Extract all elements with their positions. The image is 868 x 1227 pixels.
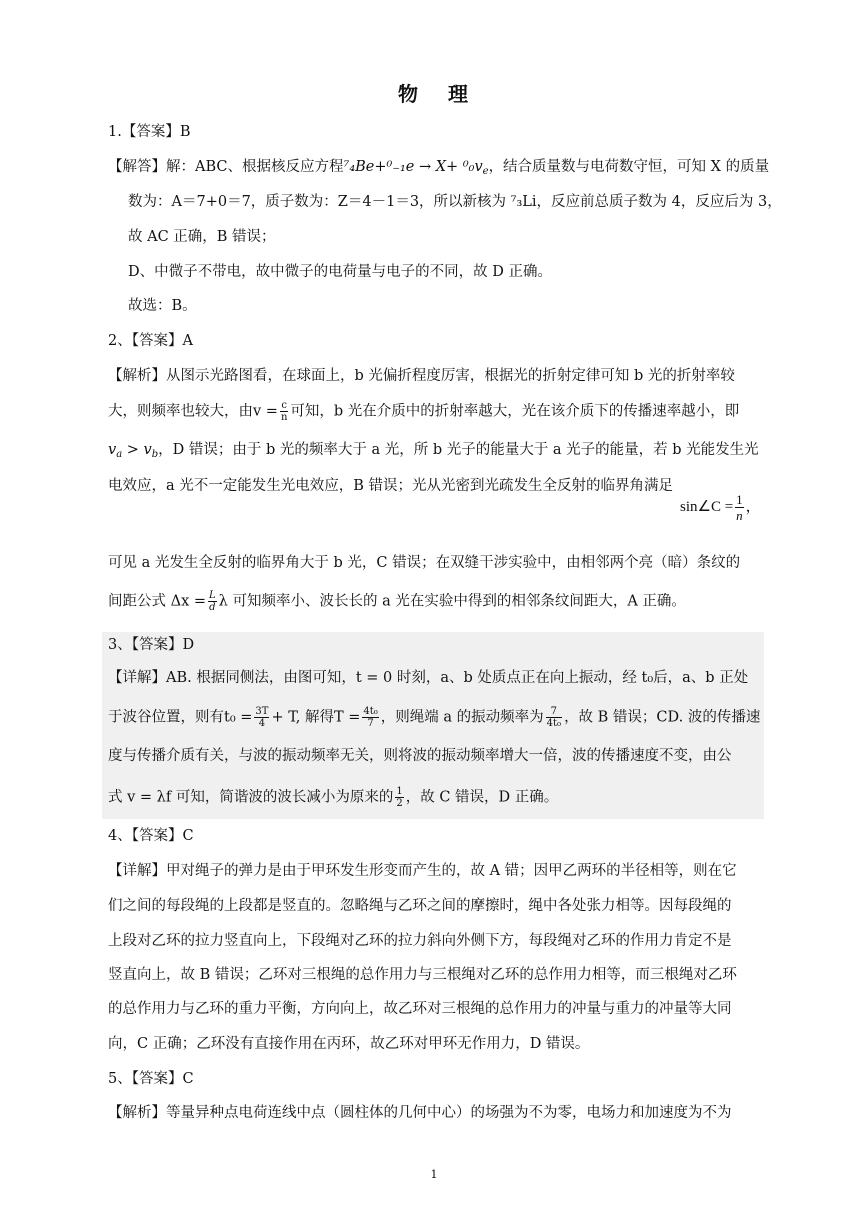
c-over-n-fraction: $\frac{c}{n}$ [280, 400, 288, 423]
page-title [0, 78, 868, 107]
l-over-d-fraction: $\frac{L}{d}$ [209, 590, 216, 613]
q1-solution-line-4: D、中微子不带电，故中微子的电荷量与电子的不同，故 D 正确。 [128, 264, 552, 280]
q1-answer: 1.【答案】B [108, 124, 191, 140]
q3-line-2: 于波谷位置，则有t₀ = $\frac{3T}{4}$ + T, 解得T = $\frac{\text{4t₀}}{7}$ ，则绳端 a 的振动频率为 $\frac{7}{\text{4t₀}}$ ，故 B 错误；CD. 波的传播速 [108, 706, 761, 729]
critical-angle-formula: sin∠C = $\frac{1}{n}$ ， [680, 492, 761, 523]
q3-line-3: 度与传播介质有关，与波的振动频率无关，则将波的振动频率增大一倍，波的传播速度不变，由公 [108, 748, 732, 764]
q1-solution-line-3: 故 AC 正确，B 错误； [128, 229, 276, 245]
q2-line-2: 大，则频率也较大，由v = $\frac{c}{n}$ 可知，b 光在介质中的折射率越大，光在该介质下的传播速率越小，即 [108, 400, 740, 423]
q2-line-6: 间距公式 Δx = $\frac{L}{d}$ λ 可知频率小、波长长的 a 光在实验中得到的相邻条纹间距大，A 正确。 [108, 590, 686, 613]
q5-line-1: 【解析】等量异种点电荷连线中点（圆柱体的几何中心）的场强为不为零，电场力和加速度为不为 [108, 1105, 732, 1121]
nuclear-equation: ⁷₄Be+⁰₋₁e → X+ ⁰₀v [343, 159, 483, 175]
q2-line-5: 可见 a 光发生全反射的临界角大于 b 光，C 错误；在双缝干涉实验中，由相邻两个亮（暗）条纹的 [108, 555, 741, 571]
q1-solution-line-1: 【解答】解：ABC、根据核反应方程$^7_4Be+^0_{-1}e \to X+ ^0_0v_e$，结合质量数与电荷数守恒，可知 X 的质量 [108, 159, 770, 177]
q3-line-4: 式 v = λf 可知，简谐波的波长减小为原来的 $\frac{1}{2}$ ，故 C 错误，D 正确。 [108, 786, 559, 809]
q2-line-4: 电效应，a 光不一定能发生光电效应，B 错误；光从光密到光疏发生全反射的临界角满足 [108, 478, 674, 494]
q2-answer: 2、【答案】A [108, 333, 193, 349]
q4-line-6: 向，C 正确；乙环没有直接作用在丙环，故乙环对甲环无作用力，D 错误。 [108, 1036, 590, 1052]
q3-answer: 3、【答案】D [108, 637, 195, 653]
title-char-2: 理 [448, 82, 470, 106]
q4-line-5: 的总作用力与乙环的重力平衡，方向向上，故乙环对三根绳的总作用力的冲量与重力的冲量等大同 [108, 1001, 732, 1017]
q5-answer: 5、【答案】C [108, 1071, 194, 1087]
q2-line-1: 【解析】从图示光路图看，在球面上，b 光偏折程度厉害，根据光的折射定律可知 b 光的折射率较 [108, 368, 735, 384]
q1-solution-line-2: 数为：A＝7+0＝7，质子数为：Z＝4－1＝3，所以新核为 ⁷₃Li，反应前总质子数为 4，反应后为 3， [128, 194, 782, 210]
q4-line-3: 上段对乙环的拉力竖直向上，下段绳对乙环的拉力斜向外侧下方，每段绳对乙环的作用力肯定不是 [108, 933, 732, 949]
title-char-1: 物 [398, 82, 420, 106]
q2-line-3: $v_a > v_b$，D 错误；由于 b 光的频率大于 a 光，所 b 光子的能量大于 a 光子的能量，若 b 光能发生光 [108, 442, 759, 460]
q4-line-1: 【详解】甲对绳子的弹力是由于甲环发生形变而产生的，故 A 错；因甲乙两环的半径相等，则在它 [108, 863, 737, 879]
page-number: 1 [430, 1168, 438, 1181]
q4-line-2: 们之间的每段绳的上段都是竖直的。忽略绳与乙环之间的摩擦时，绳中各处张力相等。因每段绳的 [108, 898, 732, 914]
q3-line-1: 【详解】AB. 根据同侧法，由图可知，t = 0 时刻，a、b 处质点正在向上振动，经 t₀后，a、b 正处 [108, 670, 749, 686]
q4-answer: 4、【答案】C [108, 828, 194, 844]
q1-solution-line-5: 故选：B。 [128, 298, 197, 314]
q4-line-4: 竖直向上，故 B 错误；乙环对三根绳的总作用力与三根绳对乙环的总作用力相等，而三根绳对乙环 [108, 967, 737, 983]
